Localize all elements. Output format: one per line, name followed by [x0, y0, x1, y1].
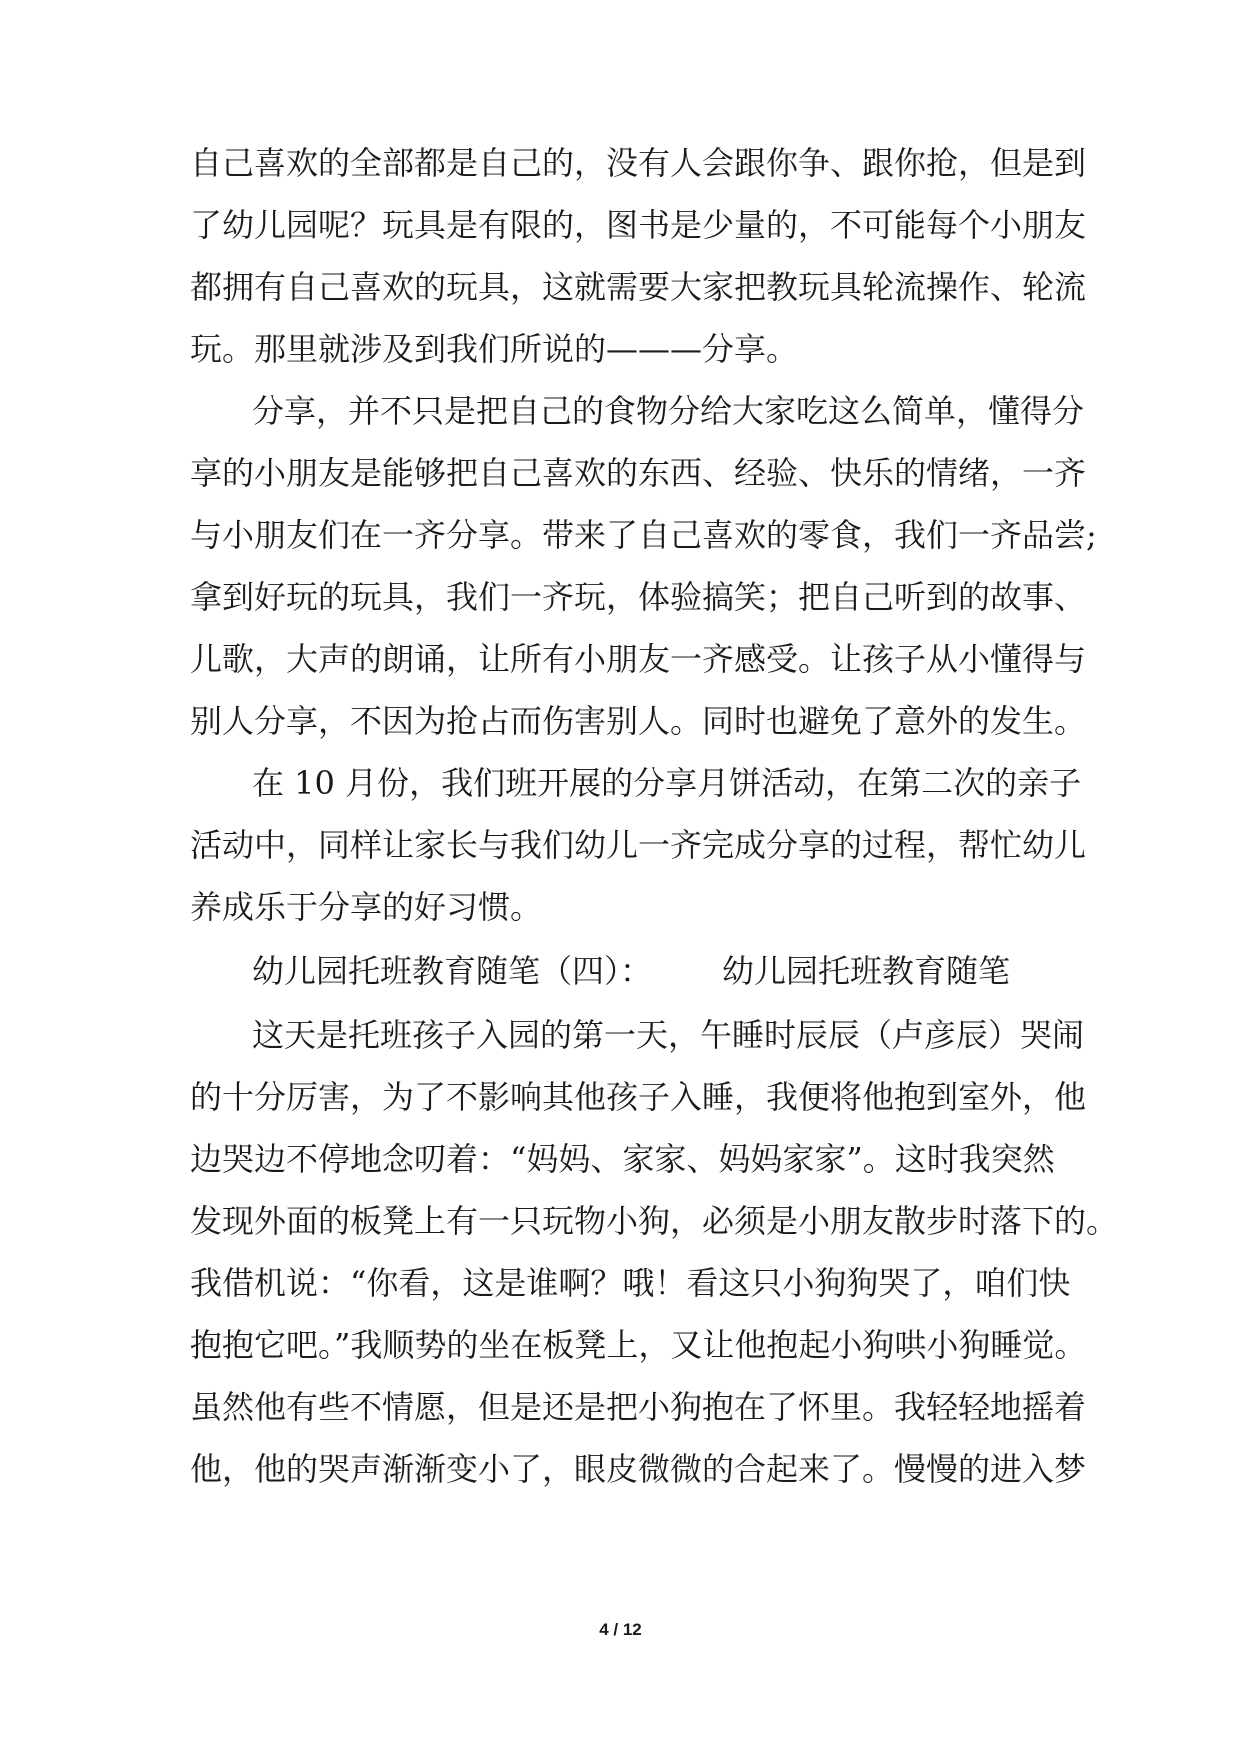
text-line: 的十分厉害，为了不影响其他孩子入睡，我便将他抱到室外，他	[190, 1078, 1087, 1116]
text-line: 这天是托班孩子入园的第一天，午睡时辰辰（卢彦辰）哭闹	[252, 1016, 1085, 1054]
section-heading	[252, 940, 1132, 1002]
text-line: 拿到好玩的玩具，我们一齐玩，体验搞笑；把自己听到的故事、	[190, 578, 1087, 616]
text-line: 自己喜欢的全部都是自己的，没有人会跟你争、跟你抢，但是到	[190, 144, 1087, 182]
section-heading-left: 幼儿园托班教育随笔（四）：	[252, 952, 653, 990]
text-line: 虽然他有些不情愿，但是还是把小狗抱在了怀里。我轻轻地摇着	[190, 1388, 1087, 1426]
page-number: 4 / 12	[599, 1620, 642, 1639]
text-line: 与小朋友们在一齐分享。带来了自己喜欢的零食，我们一齐品尝;	[190, 516, 1097, 554]
text-line: 玩。那里就涉及到我们所说的———分享。	[190, 330, 799, 368]
text-line: 都拥有自己喜欢的玩具，这就需要大家把教玩具轮流操作、轮流	[190, 268, 1087, 306]
text-line: 分享，并不只是把自己的食物分给大家吃这么简单，懂得分	[252, 392, 1085, 430]
text-line: 发现外面的板凳上有一只玩物小狗，必须是小朋友散步时落下的。	[190, 1202, 1119, 1240]
text-line: 边哭边不停地念叨着：“妈妈、家家、妈妈家家”。这时我突然	[190, 1140, 1055, 1178]
text-line: 了幼儿园呢？玩具是有限的，图书是少量的，不可能每个小朋友	[190, 206, 1087, 244]
text-line: 别人分享，不因为抢占而伤害别人。同时也避免了意外的发生。	[190, 702, 1087, 740]
text-line: 他，他的哭声渐渐变小了，眼皮微微的合起来了。慢慢的进入梦	[190, 1450, 1087, 1488]
text-line: 享的小朋友是能够把自己喜欢的东西、经验、快乐的情绪，一齐	[190, 454, 1087, 492]
text-line: 活动中，同样让家长与我们幼儿一齐完成分享的过程，帮忙幼儿	[190, 826, 1087, 864]
text-line: 养成乐于分享的好习惯。	[190, 888, 543, 926]
text-line: 在 10 月份，我们班开展的分享月饼活动，在第二次的亲子	[252, 764, 1082, 802]
text-line: 儿歌，大声的朗诵，让所有小朋友一齐感受。让孩子从小懂得与	[190, 640, 1087, 678]
section-heading-right: 幼儿园托班教育随笔	[722, 952, 1011, 990]
text-line: 我借机说：“你看，这是谁啊？哦！看这只小狗狗哭了，咱们快	[190, 1264, 1071, 1302]
text-line: 抱抱它吧。”我顺势的坐在板凳上，又让他抱起小狗哄小狗睡觉。	[190, 1326, 1087, 1364]
